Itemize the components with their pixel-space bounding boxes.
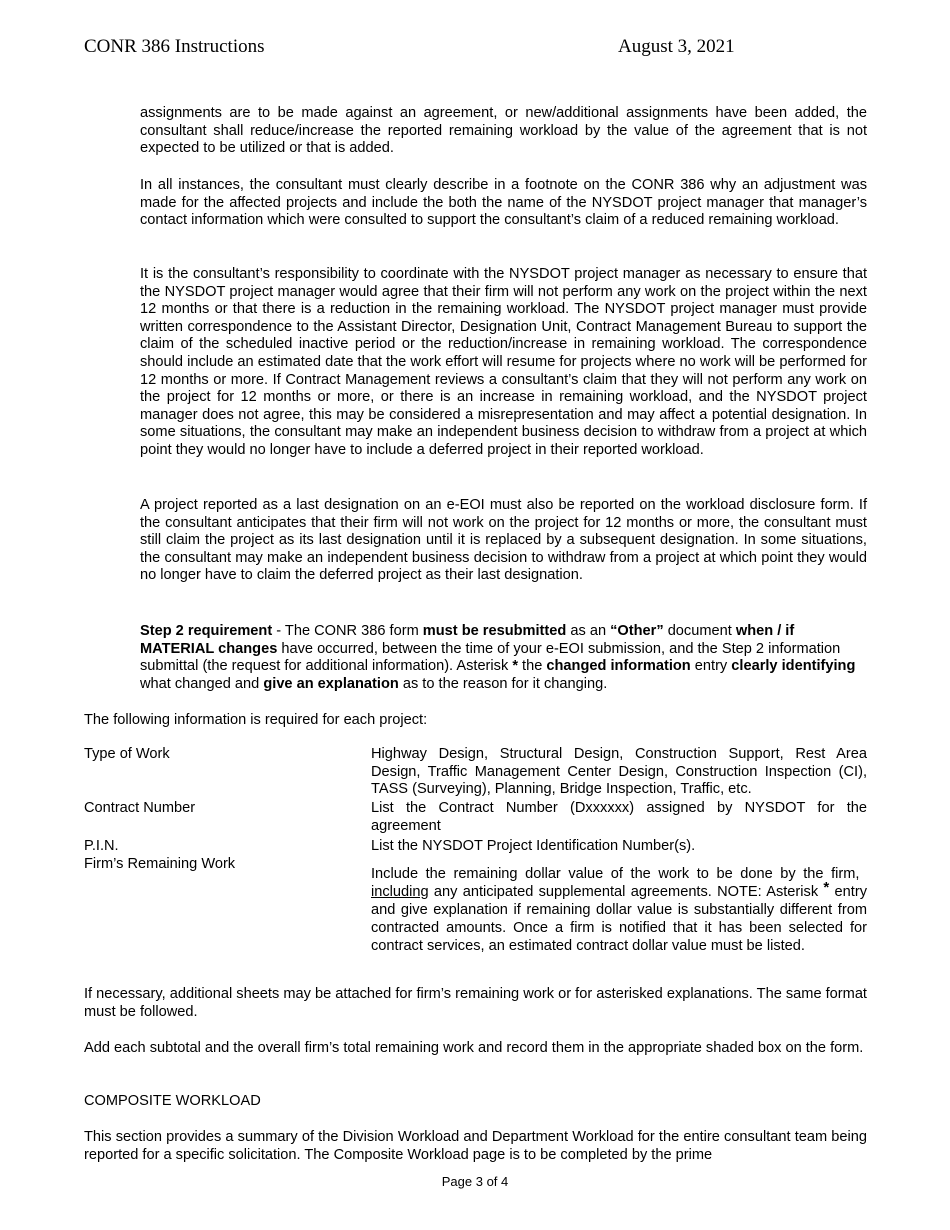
asterisk: * xyxy=(823,879,830,897)
field-description: Highway Design, Structural Design, Construction Support, Rest Area Design, Traffic Management Center Design, Construction Inspection (CI), TASS (Surveying), Planning, Bridge Inspection, Traffic, etc. xyxy=(371,746,867,798)
field-description: List the Contract Number (Dxxxxxx) assigned by NYSDOT for the agreement xyxy=(371,800,867,834)
text: document xyxy=(663,623,736,639)
text: clearly identifying xyxy=(731,658,856,675)
paragraph: This section provides a summary of the Division Workload and Department Workload for the entire consultant team being reported for a specific solicitation. The Composite Workload page is to be completed by the prime xyxy=(84,1129,867,1163)
header-date: August 3, 2021 xyxy=(618,36,735,57)
field-description: List the NYSDOT Project Identification Number(s). xyxy=(371,838,696,854)
field-description xyxy=(371,856,867,955)
field-label: Contract Number xyxy=(84,800,196,816)
paragraph: If necessary, additional sheets may be attached for firm’s remaining work or for asterisked explanations. The same format must be followed. xyxy=(84,986,867,1020)
text: Step 2 requirement xyxy=(140,623,273,639)
text: “Other” xyxy=(610,623,664,639)
text: as an xyxy=(566,623,611,639)
text: Include the remaining dollar value of the work to be done by the firm, xyxy=(371,866,867,882)
paragraph: Add each subtotal and the overall firm’s total remaining work and record them in the appropriate shaded box on the form. xyxy=(84,1040,864,1056)
text: including xyxy=(371,884,429,900)
paragraph: A project reported as a last designation on an e-EOI must also be reported on the workload disclosure form. If the consultant anticipates that their firm will not work on the project for 12 months or more, the consultant must still claim the project as its last designation until it is replaced by a subsequent designation. In some situations, the consultant may make an independent business decision to withdraw from a project at which point they would no longer have to claim the deferred project as their last designation. xyxy=(140,497,867,584)
text: have occurred, between the time of your e-EOI submission, and the Step 2 information submittal (the request for additional information). Asterisk xyxy=(140,640,841,675)
text: when / if MATERIAL changes xyxy=(140,623,795,657)
text: entry xyxy=(690,658,732,675)
text: * xyxy=(512,658,518,675)
text: any anticipated supplemental agreements. NOTE: Asterisk xyxy=(428,884,824,900)
field-label: Firm’s Remaining Work xyxy=(84,856,236,872)
text: - The CONR 386 form xyxy=(272,623,423,639)
text: must be resubmitted xyxy=(422,623,567,639)
paragraph: assignments are to be made against an agreement, or new/additional assignments have been added, the consultant shall reduce/increase the reported remaining workload by the value of the agreement that is not expected to be utilized or that is added. xyxy=(140,105,867,157)
text: the xyxy=(518,658,547,675)
page-number: Page 3 of 4 xyxy=(441,1174,509,1189)
paragraph: In all instances, the consultant must clearly describe in a footnote on the CONR 386 why an adjustment was made for the affected projects and include the both the name of the NYSDOT project manager that manager’s contact information which were consulted to support the consultant’s claim of a reduced remaining workload. xyxy=(140,177,867,229)
field-label: Type of Work xyxy=(84,746,170,762)
field-label: P.I.N. xyxy=(84,838,119,854)
text: give an explanation xyxy=(263,675,399,692)
text: what changed and xyxy=(140,675,264,692)
text: changed information xyxy=(546,658,691,675)
paragraph: It is the consultant’s responsibility to coordinate with the NYSDOT project manager as necessary to ensure that the NYSDOT project manager would agree that their firm will not perform any work on the project within the next 12 months or that there is a reduction in the remaining workload. The NYSDOT project manager must provide written correspondence to the Assistant Director, Designation Unit, Contract Management Bureau to support the claim of the scheduled inactive period or the reduction/increase in remaining workload. The correspondence should include an estimated date that the work effort will resume for projects where no work will be performed for 12 months or more. If Contract Management reviews a consultant’s claim that they will not perform any work on the project for 12 months or more, or there is an increase in remaining workload, and the NYSDOT project manager does not agree, this may be considered a misrepresentation and may affect a potential designation. In some situations, the consultant may make an independent business decision to withdraw from a project at which point they would no longer have to include a deferred project in their reported workload. xyxy=(140,266,867,458)
header-title: CONR 386 Instructions xyxy=(84,36,265,57)
text: as to the reason for it changing. xyxy=(398,675,608,692)
text: entry and give explanation if remaining dollar value is substantially different from contracted amounts. Once a firm is notified that it has been selected for contract services, an estimated contract dollar value must be listed. xyxy=(371,884,867,954)
step2-requirement xyxy=(140,623,867,693)
section-heading: COMPOSITE WORKLOAD xyxy=(84,1093,261,1109)
intro-text: The following information is required for each project: xyxy=(84,712,428,728)
